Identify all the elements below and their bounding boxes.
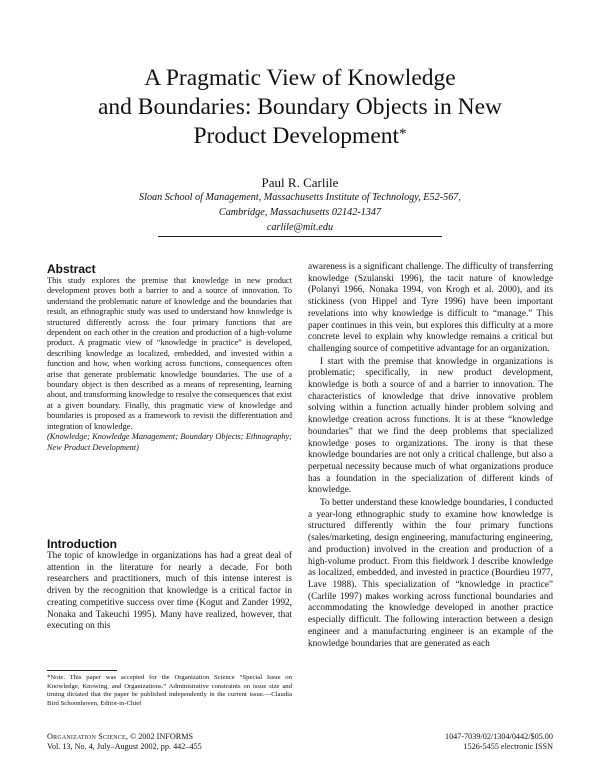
- paper-title: [0, 64, 600, 151]
- issn-block: [445, 732, 553, 752]
- right-paragraph-3: To better understand these knowledge boundaries, I conducted a year-long ethnographic study to examine how knowledge is structured differently within the four primary functions (sales/marketing, design engineering, manufacturing engineering, and production) involved in the creation and production of a high-volume product. From this fieldwork I describe knowledge as localized, embedded, and invested in practice (Bourdieu 1977, Lave 1988). This specialization of “knowledge in practice” (Carlile 1997) makes working across functional boundaries and accommodating the knowledge developed in another practice especially difficult. The following interaction between a design engineer and a manufacturing engineer is an example of the knowledge boundaries that are generated as each: [308, 498, 553, 649]
- author-affiliation: [0, 190, 600, 235]
- volume-info: Vol. 13, No. 4, July–August 2002, pp. 442–455: [47, 742, 202, 751]
- introduction-body: The topic of knowledge in organizations has had a great deal of attention in the literature for nearly a decade. For both researchers and practitioners, much of this intense interest is driven by the recognition that knowledge is a critical factor in creating competitive success over time (Kogut and Zander 1992, Nonaka and Takeuchi 1995). Many have realized, however, that executing on this: [47, 551, 292, 632]
- issn-print: 1047-7039/02/1304/0442/$05.00: [444, 732, 553, 741]
- journal-name: Organization Science: [47, 732, 126, 741]
- abstract-heading: Abstract: [47, 262, 96, 276]
- introduction-heading: Introduction: [47, 537, 117, 551]
- right-column: [308, 262, 553, 650]
- copyright: , © 2002 INFORMS: [125, 732, 194, 741]
- journal-line: [47, 732, 202, 742]
- title-line-1: A Pragmatic View of Knowledge: [144, 65, 456, 91]
- abstract-keywords: (Knowledge; Knowledge Management; Boundary Objects; Ethnography; New Product Development): [47, 432, 292, 452]
- journal-citation: [47, 732, 202, 752]
- right-paragraph-2: I start with the premise that knowledge in organizations is problematic; specifically, in new product development, knowledge is both a source of and a barrier to innovation. The characteristics of knowledge that drive innovative problem solving within a function actually hinder problem solving and knowledge creation across functions. It is at these “knowledge boundaries” that we find the deep problems that specialized knowledge poses to organizations. The irony is that these knowledge boundaries are not only a critical challenge, but also a perpetual necessity because much of what organizations produce has a foundation in the specialization of different kinds of knowledge.: [308, 356, 553, 496]
- title-line-2: and Boundaries: Boundary Objects in New: [98, 94, 502, 120]
- abstract-body: This study explores the premise that knowledge in new product development proves both a barrier to and a source of innovation. To understand the problematic nature of knowledge and the boundaries that result, an ethnographic study was used to understand how knowledge is structured differently across the four primary functions that are dependent on each other in the creation and production of a high-volume product. A pragmatic view of “knowledge in practice” is developed, describing knowledge as localized, embedded, and invested within a function and how, when working across functions, consequences often arise that generate problematic knowledge boundaries. The use of a boundary object is then described as a means of representing, learning about, and transforming knowledge to resolve the consequences that exist at a given boundary. Finally, this pragmatic view of knowledge and boundaries is proposed as a framework to revisit the differentiation and integration of knowledge.: [47, 276, 292, 431]
- footnote: *Note. This paper was accepted for the Organization Science “Special Issue on Knowledge, Knowing, and Organizations.” Administrative constraints on issue size and timing dictated that the paper be published independently in the current issue.—Claudia Bird Schoonhoven, Editor-in-Chief: [47, 674, 292, 707]
- title-line-3: Product Development*: [193, 123, 407, 149]
- footnote-divider: [47, 670, 117, 671]
- issn-electronic: 1526-5455 electronic ISSN: [463, 742, 553, 751]
- right-paragraph-1: awareness is a significant challenge. The difficulty of transferring knowledge (Szulanski 1996), the tacit nature of knowledge (Polanyi 1966, Nonaka 1994, von Krogh et al. 2000), and its stickiness (von Hippel and Tyre 1996) have been important revelations into why knowledge is difficult to “manage.” This paper continues in this vein, but explores this difficulty at a more concrete level to explain why knowledge remains a critical but challenging source of competitive advantage for an organization.: [308, 262, 553, 354]
- title-footnote-mark: *: [399, 126, 407, 142]
- author-email[interactable]: carlile@mit.edu: [266, 222, 334, 233]
- affiliation-line-1: Sloan School of Management, Massachusetts Institute of Technology, E52-567,: [139, 192, 461, 203]
- author-name: Paul R. Carlile: [261, 175, 339, 190]
- title-divider: [158, 236, 442, 237]
- affiliation-line-2: Cambridge, Massachusetts 02142-1347: [218, 207, 382, 218]
- abstract-section: [47, 262, 292, 453]
